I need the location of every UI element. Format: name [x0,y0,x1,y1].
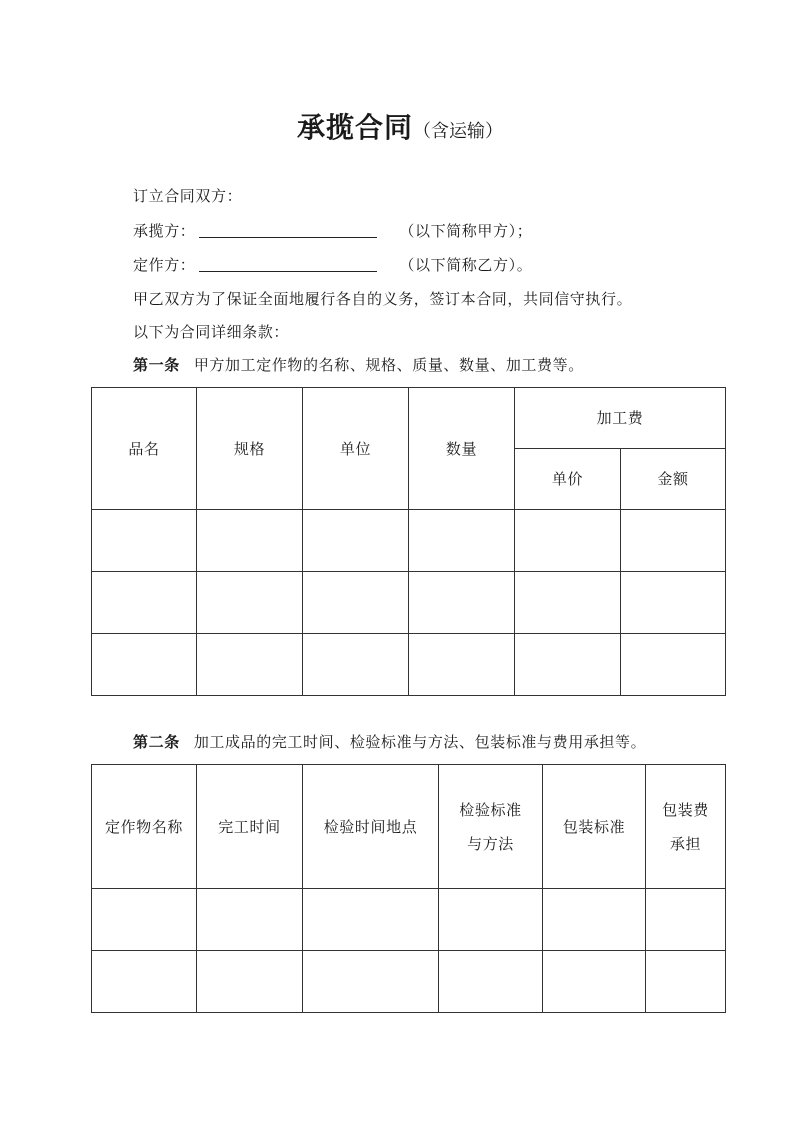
header-spec: 规格 [197,388,303,510]
header-item-name: 定作物名称 [92,765,197,889]
table-cell[interactable] [439,951,543,1013]
table-cell[interactable] [621,510,726,572]
table-cell[interactable] [621,634,726,696]
article2-text: 加工成品的完工时间、检验标准与方法、包装标准与费用承担等。 [193,733,647,751]
header-name: 品名 [92,388,197,510]
header-amount: 金额 [621,449,726,510]
article1-table [91,387,726,696]
table-cell[interactable] [515,634,621,696]
header-pack-standard: 包装标准 [543,765,646,889]
contractor-note: （以下简称甲方）； [399,222,533,240]
table-cell[interactable] [543,951,646,1013]
table-row [92,572,726,634]
header-finish-time: 完工时间 [197,765,303,889]
table-cell[interactable] [92,572,197,634]
article1-text: 甲方加工定作物的名称、规格、质量、数量、加工费等。 [193,356,584,374]
contractor-line [133,221,532,241]
header-inspect-standard-line1: 检验标准 [459,800,522,819]
ordering-label: 定作方： [133,256,196,274]
parties-intro: 订立合同双方： [133,187,243,205]
table-cell[interactable] [303,572,409,634]
table-cell[interactable] [543,889,646,951]
table-cell[interactable] [197,889,303,951]
header-inspect-place: 检验时间地点 [303,765,439,889]
ordering-line [133,255,532,275]
table-cell[interactable] [197,634,303,696]
table-cell[interactable] [197,510,303,572]
header-inspect-standard [439,765,543,889]
table-cell[interactable] [409,572,515,634]
header-inspect-standard-line2: 与方法 [467,834,514,853]
header-unit-price: 单价 [515,449,621,510]
ordering-blank-field[interactable] [199,257,377,272]
header-pack-fee-line1: 包装费 [662,800,709,819]
article1-number: 第一条 [133,356,180,374]
table-cell[interactable] [197,572,303,634]
table-cell[interactable] [92,634,197,696]
article2-number: 第二条 [133,733,180,751]
table-row [92,510,726,572]
table-cell[interactable] [303,889,439,951]
table-cell[interactable] [409,634,515,696]
header-unit: 单位 [303,388,409,510]
title-main: 承揽合同 [296,111,413,144]
table-cell[interactable] [92,889,197,951]
article1-heading [133,355,584,375]
table-cell[interactable] [515,572,621,634]
table-cell[interactable] [197,951,303,1013]
table-cell[interactable] [515,510,621,572]
table-row [92,634,726,696]
table-cell[interactable] [303,510,409,572]
table-row [92,889,726,951]
table-row [92,951,726,1013]
header-pack-fee-line2: 承担 [669,834,702,853]
ordering-note: （以下简称乙方）。 [399,256,533,274]
table-cell[interactable] [439,889,543,951]
article2-table [91,764,726,1013]
table-cell[interactable] [646,951,726,1013]
table-cell[interactable] [92,951,197,1013]
document-title [0,106,800,146]
header-pack-fee [646,765,726,889]
statement: 甲乙双方为了保证全面地履行各自的义务，签订本合同，共同信守执行。 [133,290,633,308]
header-fee: 加工费 [515,388,726,449]
table-cell[interactable] [646,889,726,951]
terms-intro: 以下为合同详细条款： [133,323,290,341]
table-cell[interactable] [92,510,197,572]
table-cell[interactable] [621,572,726,634]
table-cell[interactable] [409,510,515,572]
header-quantity: 数量 [409,388,515,510]
table-cell[interactable] [303,951,439,1013]
table-cell[interactable] [303,634,409,696]
contractor-blank-field[interactable] [199,223,377,238]
article2-heading [133,732,646,752]
title-note: （含运输） [413,121,503,142]
contractor-label: 承揽方： [133,222,196,240]
